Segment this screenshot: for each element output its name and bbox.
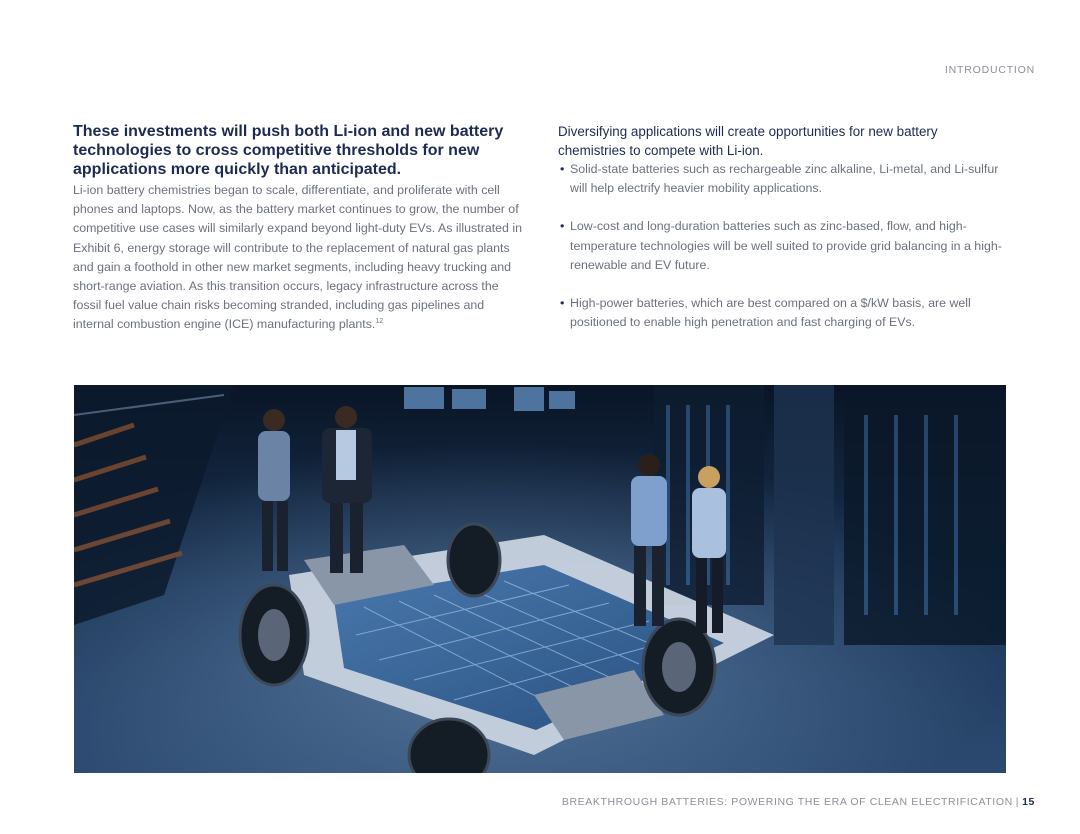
bullet-dot-icon: • [560, 296, 565, 311]
left-column [73, 122, 525, 335]
page-number: 15 [1022, 796, 1035, 808]
left-heading: These investments will push both Li-ion and new battery technologies to cross competitive thresholds for new applications more quickly than anticipated. [73, 123, 504, 178]
bullet-text: Solid-state batteries such as rechargeable zinc alkaline, Li-metal, and Li-sulfur will help electrify heavier mobility applications. [570, 162, 999, 196]
photo-illustration [74, 385, 1006, 773]
bullet-item-long-duration [558, 217, 1008, 275]
page-footer [562, 796, 1035, 808]
footnote-ref[interactable]: 12 [375, 318, 384, 326]
footer-title: BREAKTHROUGH BATTERIES: POWERING THE ERA OF CLEAN ELECTRIFICATION [561, 796, 1013, 808]
footer-separator: | [1015, 796, 1020, 808]
bullet-dot-icon: • [560, 162, 565, 176]
bullet-dot-icon: • [560, 219, 565, 234]
bullet-item-high-power [558, 294, 1008, 332]
right-column [558, 123, 1008, 332]
bullet-text: Low-cost and long-duration batteries such as zinc-based, flow, and high-temperature technologies will be well suited to provide grid balancing in a high-renewable and EV future. [570, 219, 1002, 272]
left-body-paragraph [73, 181, 525, 335]
left-body-text: Li-ion battery chemistries began to scale, differentiate, and proliferate with cell phones and laptops. Now, as the battery market continues to grow, the number of competitive use cases will similarly expand beyond light-duty EVs. As illustrated in Exhibit 6, energy storage will contribute to the replacement of natural gas plants and gain a foothold in other new market segments, including heavy trucking and short-range aviation. As this transition occurs, legacy infrastructure across the fossil fuel value chain risks becoming stranded, including gas pipelines and internal combustion engine (ICE) manufacturing plants. [73, 183, 523, 332]
ev-chassis-lab-photo [74, 385, 1006, 773]
bullet-text: High-power batteries, which are best compared on a $/kW basis, are well positioned to enable high penetration and fast charging of EVs. [570, 296, 971, 330]
bullet-list [558, 160, 1008, 332]
right-subheading: Diversifying applications will create opportunities for new battery chemistries to compete with Li-ion. [558, 124, 938, 158]
section-label: INTRODUCTION [944, 64, 1035, 76]
bullet-item-solid-state [558, 160, 1008, 198]
